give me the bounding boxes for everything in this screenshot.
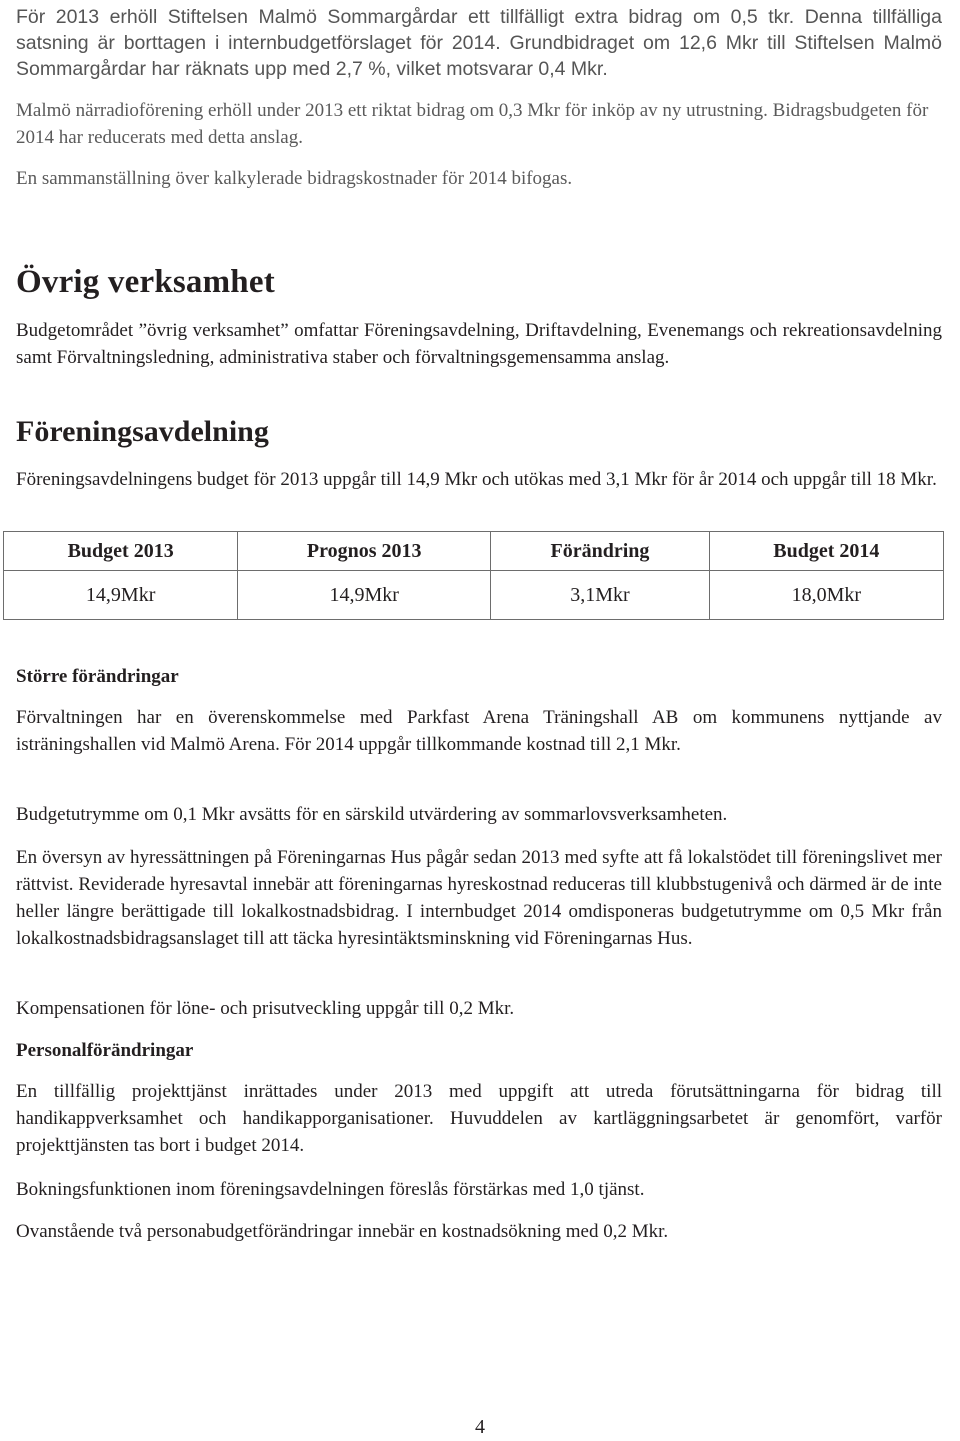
budget-table-row	[4, 571, 944, 620]
budget-table-header: Prognos 2013	[238, 532, 491, 571]
personal-p1-block	[16, 1078, 942, 1159]
storre-paragraph-sommarlov: Budgetutrymme om 0,1 Mkr avsätts för en särskild utvärdering av sommarlovsverksamheten.	[16, 804, 728, 825]
section-heading-forening: Föreningsavdelning	[16, 415, 269, 448]
forening-body	[16, 466, 942, 493]
budget-table-cell: 18,0Mkr	[709, 571, 943, 620]
intro-paragraph-summary: En sammanställning över kalkylerade bidragskostnader för 2014 bifogas.	[16, 168, 573, 189]
ovrig-body	[16, 317, 942, 371]
storre-p3-block	[16, 844, 942, 952]
intro-paragraph-sommargardar: För 2013 erhöll Stiftelsen Malmö Sommargårdar ett tillfälligt extra bidrag om 0,5 tkr. Denna tillfälliga satsning är borttagen i internbudgetförslaget för 2014. Grundbidraget om 12,6 Mkr till Stiftelsen Malmö Sommargårdar har räknats upp med 2,7 %, vilket motsvarar 0,4 Mkr.	[16, 6, 942, 80]
subheading-storre: Större förändringar	[16, 666, 179, 687]
forening-paragraph: Föreningsavdelningens budget för 2013 uppgår till 14,9 Mkr och utökas med 3,1 Mkr för år 2014 och uppgår till 18 Mkr.	[16, 469, 937, 490]
personal-p3-block	[16, 1218, 942, 1245]
storre-p4-block	[16, 995, 942, 1022]
storre-p1-block	[16, 704, 942, 758]
intro-section	[16, 4, 942, 82]
subheading-personal: Personalförändringar	[16, 1040, 194, 1061]
budget-table-cell: 3,1Mkr	[491, 571, 710, 620]
storre-paragraph-arena: Förvaltningen har en överenskommelse med Parkfast Arena Träningshall AB om kommunens nyttjande av isträningshallen vid Malmö Arena. För 2014 uppgår tillkommande kostnad till 2,1 Mkr.	[16, 707, 942, 755]
intro-summary-section	[16, 165, 942, 192]
personal-paragraph-bokning: Bokningsfunktionen inom föreningsavdelningen föreslås förstärkas med 1,0 tjänst.	[16, 1179, 645, 1200]
personal-section	[16, 1037, 942, 1064]
storre-paragraph-hyressattning: En översyn av hyressättningen på Föreningarnas Hus pågår sedan 2013 med syfte att få lokalstödet till föreningslivet mer rättvist. Reviderade hyresavtal innebär att föreningarnas hyreskostnad reduceras till klubbstugenivå och därmed är de inte heller längre berättigade till lokalkostnadsbidrag. I internbudget 2014 omdisponeras budgetutrymme om 0,5 Mkr från lokalkostnadsbidragsanslaget till att täcka hyresintäktsminskning vid Föreningarnas Hus.	[16, 847, 942, 949]
budget-table-header: Budget 2014	[709, 532, 943, 571]
page-number: 4	[475, 1416, 485, 1438]
intro-paragraph-narradio: Malmö närradioförening erhöll under 2013 ett riktat bidrag om 0,3 Mkr för inköp av ny utrustning. Bidragsbudgeten för 2014 har reducerats med detta anslag.	[16, 100, 929, 148]
personal-paragraph-projekttjanst: En tillfällig projekttjänst inrättades under 2013 med uppgift att utreda förutsättningarna för bidrag till handikappverksamhet och handikapporganisationer. Huvuddelen av kartläggningsarbetet är genomfört, varför projekttjänsten tas bort i budget 2014.	[16, 1081, 942, 1156]
budget-table-header-row	[4, 532, 944, 571]
personal-p2-block	[16, 1176, 942, 1203]
budget-table-header: Budget 2013	[4, 532, 238, 571]
storre-p2-block	[16, 801, 942, 828]
personal-paragraph-kostnad: Ovanstående två personabudgetförändringar innebär en kostnadsökning med 0,2 Mkr.	[16, 1221, 669, 1242]
budget-table	[3, 531, 944, 620]
forening-section	[16, 414, 942, 450]
intro-narradio-section	[16, 97, 942, 151]
budget-table-header: Förändring	[491, 532, 710, 571]
budget-table-cell: 14,9Mkr	[238, 571, 491, 620]
ovrig-section	[16, 262, 942, 302]
storre-paragraph-kompensation: Kompensationen för löne- och prisutveckling uppgår till 0,2 Mkr.	[16, 998, 515, 1019]
budget-table-cell: 14,9Mkr	[4, 571, 238, 620]
storre-section	[16, 663, 942, 690]
section-heading-ovrig: Övrig verksamhet	[16, 264, 275, 300]
ovrig-paragraph: Budgetområdet ”övrig verksamhet” omfattar Föreningsavdelning, Driftavdelning, Evenemangs och rekreationsavdelning samt Förvaltningsledning, administrativa staber och förvaltningsgemensamma anslag.	[16, 320, 942, 368]
